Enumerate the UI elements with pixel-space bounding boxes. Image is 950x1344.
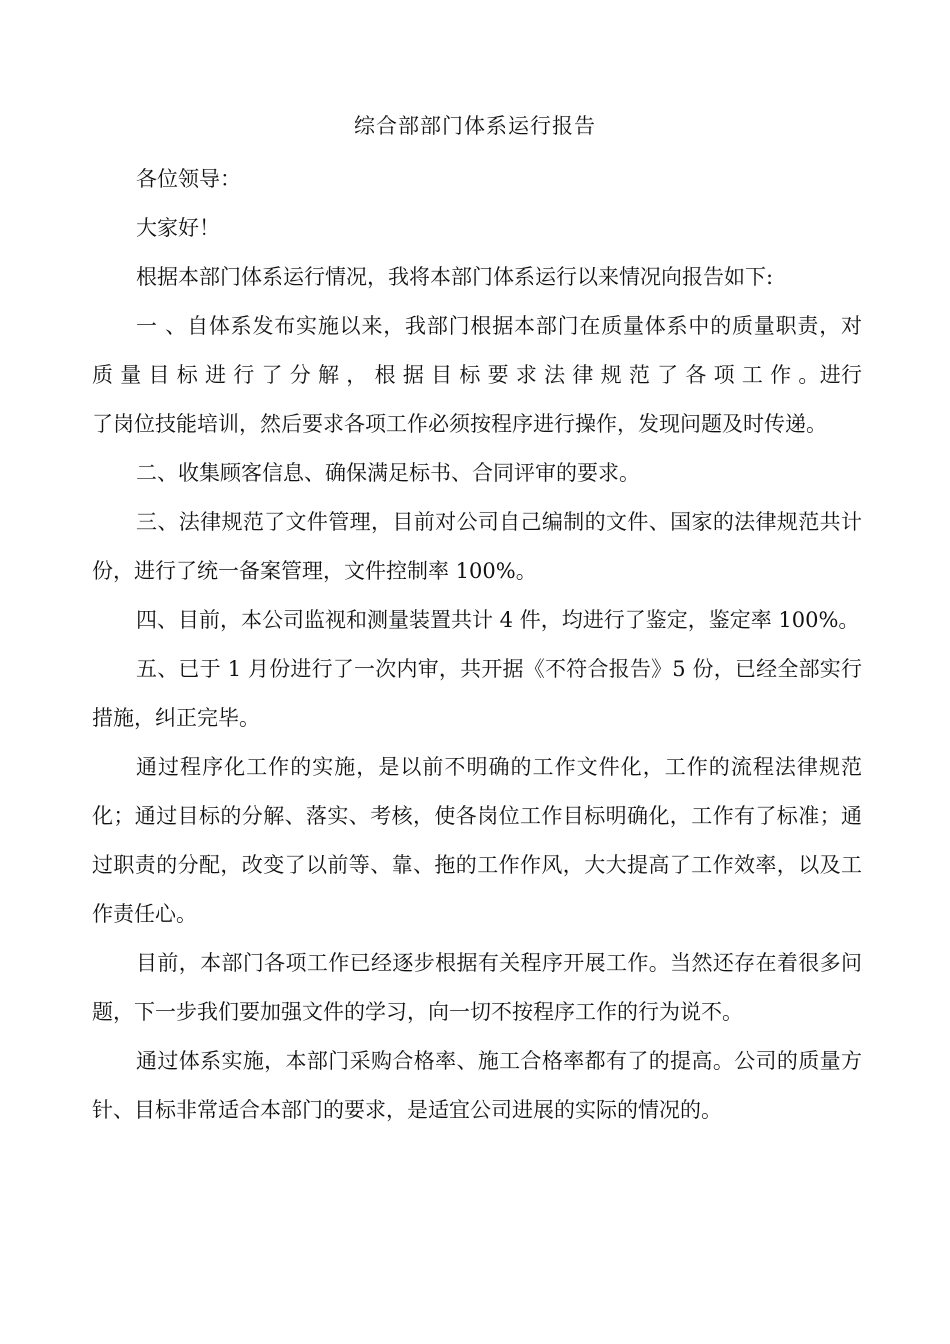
greeting: 大家好！	[136, 216, 220, 240]
paragraph-intro: 根据本部门体系运行情况，我将本部门体系运行以来情况向报告如下:	[136, 265, 774, 289]
salutation: 各位领导：	[136, 167, 241, 191]
paragraph-next-steps: 目前，本部门各项工作已经逐步根据有关程序开展工作。当然还存在着很多问题，下一步我们要加强文件的学习，向一切不按程序工作的行为说不。	[92, 951, 862, 1024]
paragraph-item-1: 一 、自体系发布实施以来，我部门根据本部门在质量体系中的质量职责，对 质 量 目 标 进 行 了 分 解 ， 根 据 目 标 要 求 法 律 规 范 了 各 项 工 作 。进行了岗位技能培训，然后要求各项工作必须按程序进行操作，发现问题及时传递。	[92, 314, 862, 436]
paragraph-item-5: 五、已于 1 月份进行了一次内审，共开据《不符合报告》5 份，已经全部实行措施，纠正完毕。	[92, 657, 862, 730]
paragraph-item-4: 四、目前，本公司监视和测量装置共计 4 件，均进行了鉴定，鉴定率 100%。	[136, 608, 860, 632]
document-title: 综合部部门体系运行报告	[354, 114, 596, 138]
document-body	[92, 155, 883, 1135]
paragraph-item-2: 二、收集顾客信息、确保满足标书、合同评审的要求。	[136, 461, 640, 485]
paragraph-item-3: 三、法律规范了文件管理，目前对公司自己编制的文件、国家的法律规范共计 份，进行了统一备案管理，文件控制率 100%。	[92, 510, 883, 583]
paragraph-conclusion: 通过体系实施，本部门采购合格率、施工合格率都有了的提高。公司的质量方针、目标非常适合本部门的要求，是适宜公司进展的实际的情况的。	[92, 1049, 862, 1122]
paragraph-summary: 通过程序化工作的实施，是以前不明确的工作文件化，工作的流程法律规范化；通过目标的分解、落实、考核，使各岗位工作目标明确化，工作有了标准；通过职责的分配，改变了以前等、靠、拖的工作作风，大大提高了工作效率，以及工作责任心。	[92, 755, 862, 926]
